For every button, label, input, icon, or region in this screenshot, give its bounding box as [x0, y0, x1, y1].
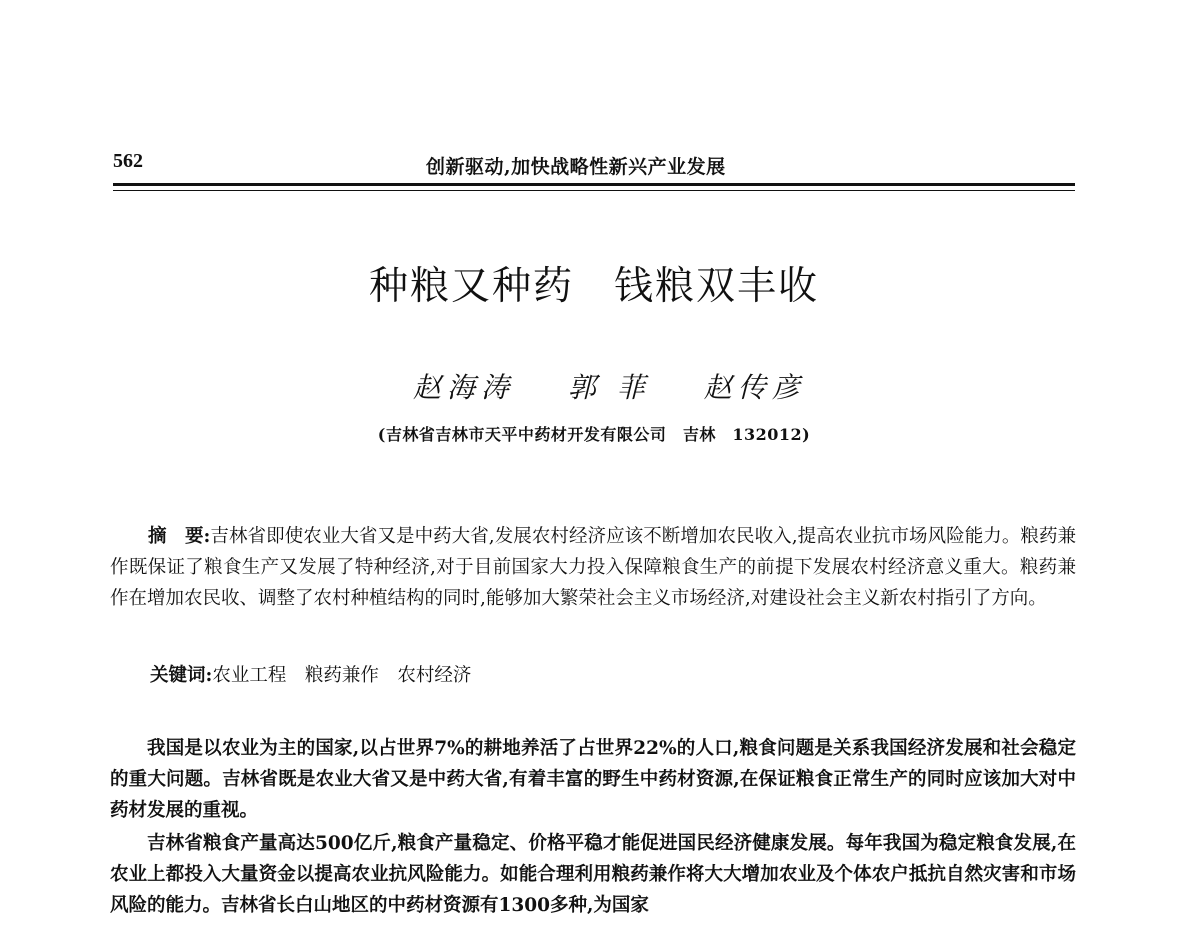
keywords-label: 关键词: [150, 665, 213, 686]
header-rule-thin [113, 190, 1075, 191]
article-title [0, 255, 1188, 311]
body-paragraph: 吉林省粮食产量高达500亿斤,粮食产量稳定、价格平稳才能促进国民经济健康发展。每年我国为稳定粮食发展,在农业上都投入大量资金以提高农业抗风险能力。如能合理利用粮药兼作将大大增加农业及个体农户抵抗自然灾害和市场风险的能力。吉林省长白山地区的中药材资源有1300多种,为国家 [110, 833, 1076, 916]
abstract-text: 吉林省即使农业大省又是中药大省,发展农村经济应该不断增加农民收入,提高农业抗市场风险能力。粮药兼作既保证了粮食生产又发展了特种经济,对于目前国家大力投入保障粮食生产的前提下发展农村经济意义重大。粮药兼作在增加农民收、调整了农村种植结构的同时,能够加大繁荣社会主义市场经济,对建设社会主义新农村指引了方向。 [110, 526, 1076, 609]
author-name: 赵海涛 [413, 371, 516, 404]
keywords-text: 农业工程 粮药兼作 农村经济 [212, 665, 472, 686]
abstract [110, 521, 1076, 614]
author-name: 赵传彦 [703, 371, 806, 404]
article-title-part2: 钱粮双丰收 [614, 264, 820, 309]
article-title-part1: 种粮又种药 [368, 264, 574, 309]
body-text [110, 733, 1076, 923]
affiliation: (吉林省吉林市天平中药材开发有限公司 吉林 132012) [377, 425, 811, 444]
abstract-label: 摘 要: [148, 526, 211, 547]
header-rule-thick [113, 183, 1075, 186]
body-paragraph: 我国是以农业为主的国家,以占世界7%的耕地养活了占世界22%的人口,粮食问题是关系我国经济发展和社会稳定的重大问题。吉林省既是农业大省又是中药大省,有着丰富的野生中药材资源,在保证粮食正常生产的同时应该加大对中药材发展的重视。 [110, 738, 1076, 821]
keywords [150, 661, 471, 687]
page-number: 562 [113, 150, 143, 172]
author-list [413, 366, 806, 406]
running-title: 创新驱动,加快战略性新兴产业发展 [426, 156, 726, 178]
author-name: 郭 菲 [567, 371, 651, 404]
